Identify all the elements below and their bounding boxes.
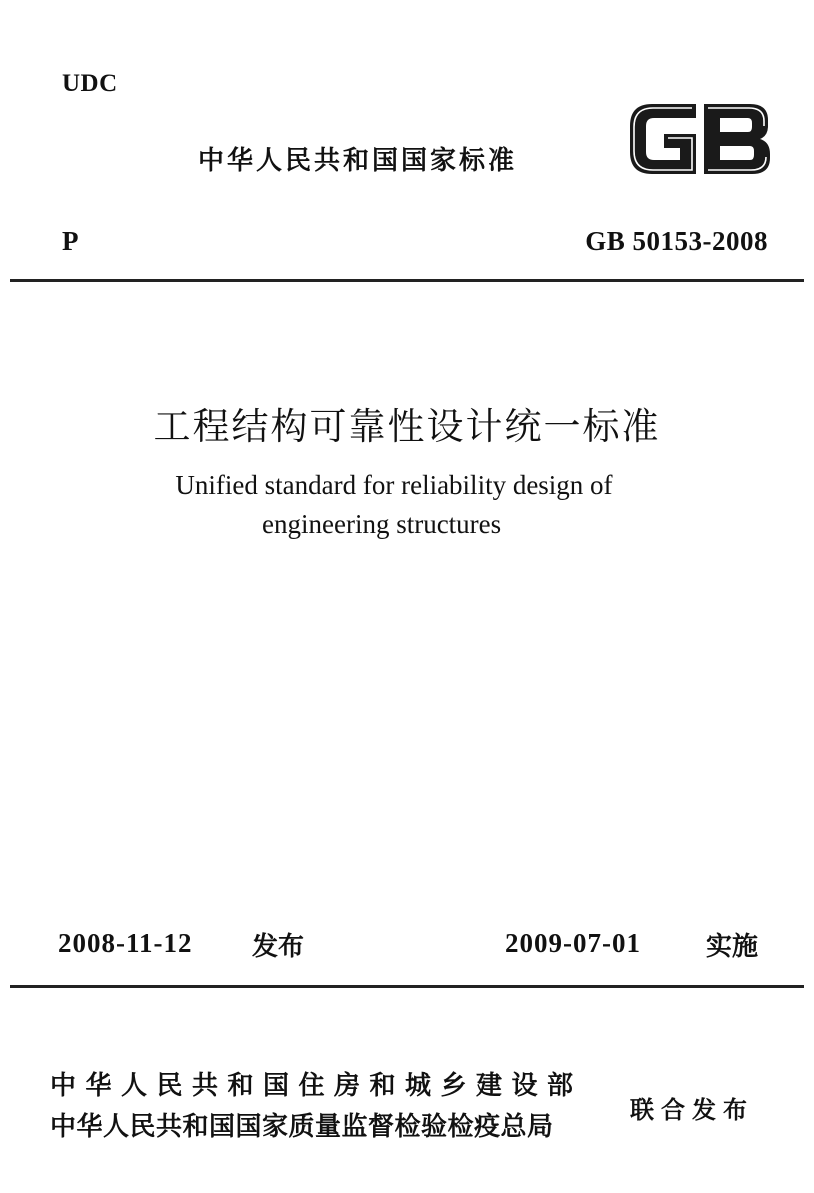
publisher-ministry: 中华人民共和国住房和城乡建设部	[50, 1071, 583, 1101]
national-standard-heading: 中华人民共和国国家标准	[198, 146, 518, 176]
gb-logo-icon	[624, 100, 774, 178]
top-divider	[10, 279, 804, 282]
issue-label: 发布	[252, 932, 305, 962]
udc-label: UDC	[62, 70, 118, 97]
standard-number: GB 50153-2008	[585, 226, 768, 256]
english-title-line-1: Unified standard for reliability design of	[175, 470, 613, 500]
issue-date: 2008-11-12	[58, 928, 193, 958]
joint-issue-label: 联合发布	[630, 1096, 754, 1124]
implementation-date: 2009-07-01	[505, 928, 641, 958]
chinese-title: 工程结构可靠性设计统一标准	[153, 405, 661, 448]
category-code: P	[62, 226, 79, 256]
bottom-divider	[10, 985, 804, 988]
english-title-line-2: engineering structures	[262, 509, 502, 539]
publisher-aqsiq: 中华人民共和国国家质量监督检验检疫总局	[50, 1112, 554, 1142]
implementation-label: 实施	[706, 932, 759, 962]
